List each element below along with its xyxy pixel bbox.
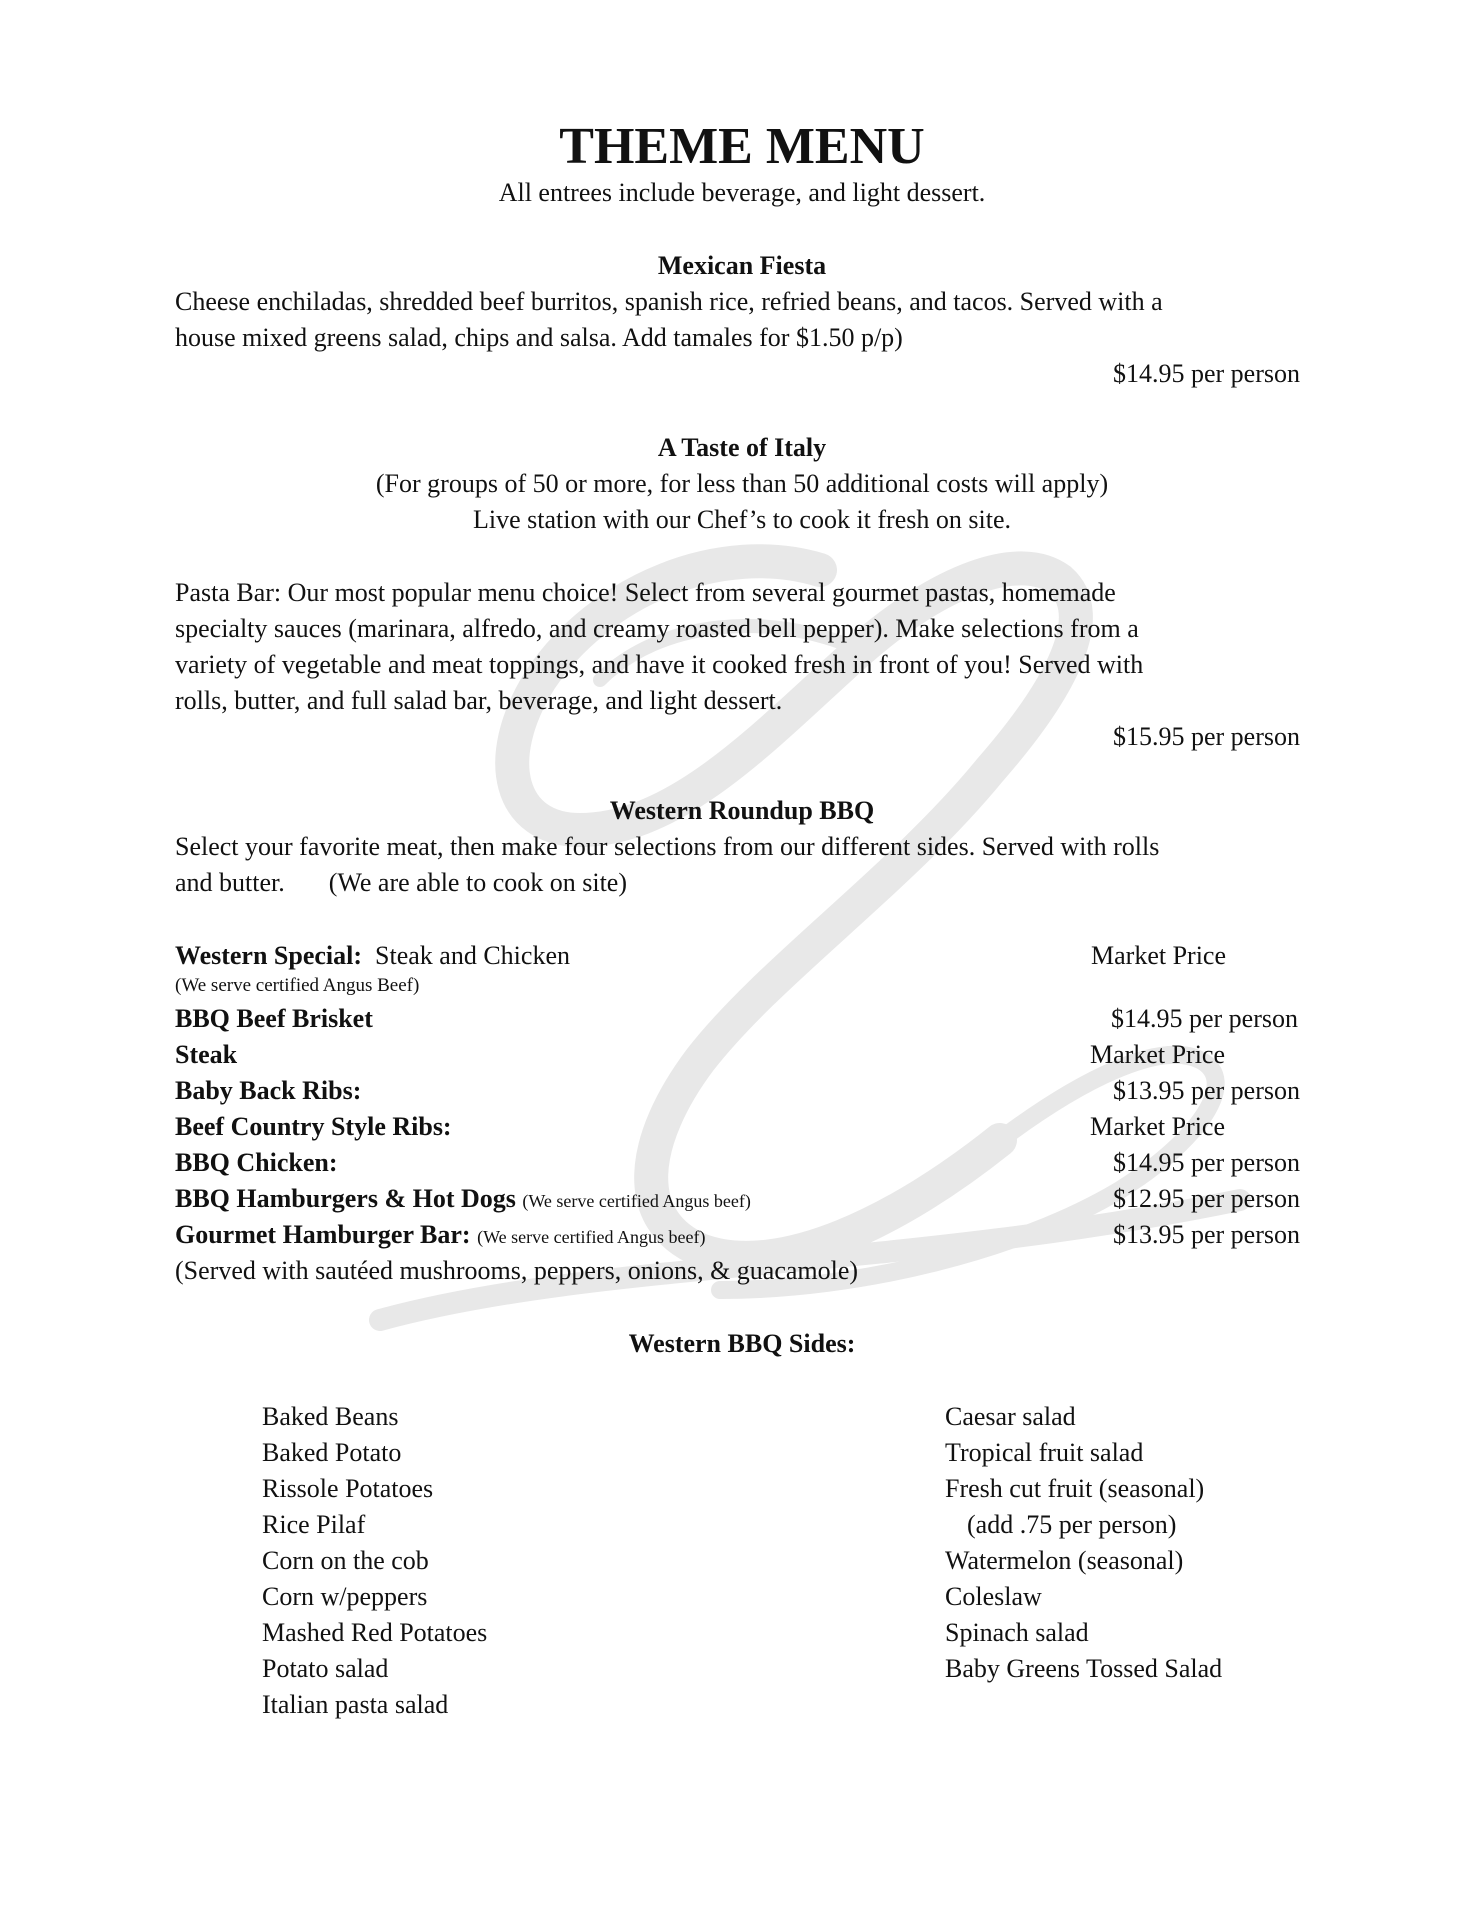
menu-item-price: $13.95 per person	[1112, 1076, 1300, 1105]
sides-heading: Western BBQ Sides:	[628, 1329, 856, 1358]
western-cook-on-site-note: (We are able to cook on site)	[328, 868, 627, 897]
side-item: Potato salad	[262, 1654, 389, 1683]
menu-item-row	[175, 1220, 706, 1250]
mexican-heading: Mexican Fiesta	[657, 251, 827, 280]
side-item-note: (add .75 per person)	[967, 1510, 1177, 1539]
menu-item-price: Market Price	[1090, 1040, 1226, 1069]
western-heading: Western Roundup BBQ	[609, 796, 875, 825]
side-item: Baby Greens Tossed Salad	[945, 1654, 1223, 1683]
menu-item-name: BBQ Beef Brisket	[175, 1004, 373, 1033]
menu-item-price: $14.95 per person	[1110, 1004, 1298, 1033]
western-description-line: Select your favorite meat, then make four selections from our different sides. Served with rolls	[175, 832, 1160, 861]
menu-item-description: Steak and Chicken	[375, 941, 570, 970]
menu-item-row	[175, 941, 570, 971]
mexican-description-line: Cheese enchiladas, shredded beef burritos, spanish rice, refried beans, and tacos. Served with a	[175, 287, 1163, 316]
menu-item-name: Baby Back Ribs:	[175, 1076, 362, 1105]
italy-description-line: Pasta Bar: Our most popular menu choice! Select from several gourmet pastas, homemade	[175, 578, 1116, 607]
western-description-line	[175, 868, 627, 898]
menu-item-price: $13.95 per person	[1112, 1220, 1300, 1249]
side-item: Rissole Potatoes	[262, 1474, 434, 1503]
burger-bar-note: (Served with sautéed mushrooms, peppers, onions, & guacamole)	[175, 1256, 859, 1285]
side-item: Baked Beans	[262, 1402, 399, 1431]
menu-item-note: (We serve certified Angus beef)	[477, 1227, 706, 1247]
side-item: Watermelon (seasonal)	[945, 1546, 1184, 1575]
menu-item-name: Gourmet Hamburger Bar:	[175, 1220, 471, 1249]
page-title: THEME MENU	[559, 118, 925, 175]
menu-item-note: (We serve certified Angus beef)	[522, 1191, 751, 1211]
western-description-part: and butter.	[175, 868, 285, 897]
side-item: Corn on the cob	[262, 1546, 429, 1575]
menu-item-name: Western Special:	[175, 941, 363, 970]
side-item: Fresh cut fruit (seasonal)	[945, 1474, 1205, 1503]
side-item: Baked Potato	[262, 1438, 402, 1467]
menu-item-name: BBQ Hamburgers & Hot Dogs	[175, 1184, 516, 1213]
side-item: Italian pasta salad	[262, 1690, 449, 1719]
italy-group-note: (For groups of 50 or more, for less than 50 additional costs will apply)	[375, 469, 1109, 498]
menu-item-name: BBQ Chicken:	[175, 1148, 338, 1177]
menu-item-price: Market Price	[1091, 941, 1227, 970]
menu-item-row	[175, 1184, 751, 1214]
italy-description-line: variety of vegetable and meat toppings, and have it cooked fresh in front of you! Served with	[175, 650, 1144, 679]
mexican-price: $14.95 per person	[1112, 359, 1300, 388]
italy-price: $15.95 per person	[1112, 722, 1300, 751]
side-item: Spinach salad	[945, 1618, 1089, 1647]
page-subtitle: All entrees include beverage, and light dessert.	[498, 178, 986, 207]
side-item: Coleslaw	[945, 1582, 1042, 1611]
menu-item-name: Beef Country Style Ribs:	[175, 1112, 452, 1141]
side-item: Corn w/peppers	[262, 1582, 428, 1611]
mexican-description-line: house mixed greens salad, chips and salsa. Add tamales for $1.50 p/p)	[175, 323, 903, 352]
italy-live-station-note: Live station with our Chef’s to cook it fresh on site.	[473, 505, 1011, 534]
side-item: Tropical fruit salad	[945, 1438, 1144, 1467]
menu-item-name: Steak	[175, 1040, 238, 1069]
angus-beef-note: (We serve certified Angus Beef)	[175, 975, 420, 996]
italy-description-line: specialty sauces (marinara, alfredo, and creamy roasted bell pepper). Make selections from a	[175, 614, 1139, 643]
side-item: Caesar salad	[945, 1402, 1076, 1431]
menu-item-price: $14.95 per person	[1112, 1148, 1300, 1177]
italy-description-line: rolls, butter, and full salad bar, beverage, and light dessert.	[175, 686, 783, 715]
italy-heading: A Taste of Italy	[657, 433, 827, 462]
side-item: Mashed Red Potatoes	[262, 1618, 488, 1647]
menu-item-price: $12.95 per person	[1112, 1184, 1300, 1213]
side-item: Rice Pilaf	[262, 1510, 366, 1539]
menu-item-price: Market Price	[1090, 1112, 1226, 1141]
